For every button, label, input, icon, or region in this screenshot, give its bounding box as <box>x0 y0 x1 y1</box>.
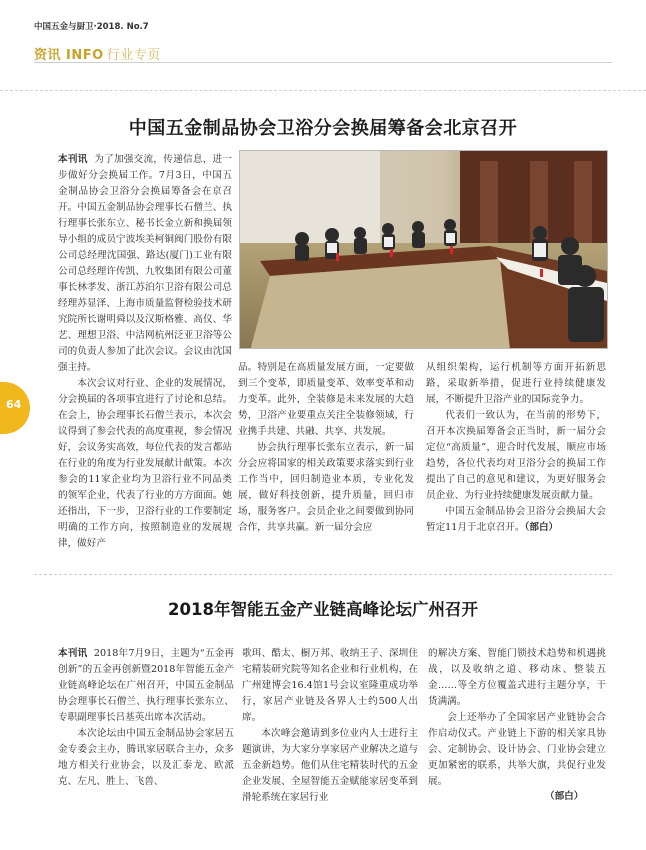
article1-title: 中国五金制品协会卫浴分会换届筹备会北京召开 <box>128 118 518 139</box>
page-number: 64 <box>6 398 22 411</box>
article-divider-mid <box>34 574 612 575</box>
article1-credit: 本刊讯 <box>58 154 88 165</box>
article2-title: 2018年智能五金产业链高峰论坛广州召开 <box>168 600 478 619</box>
meeting-photo <box>239 150 608 349</box>
article1-col2-para-2: 协会执行理事长张东立表示，新一届分会应将国家的相关政策要求落实到行业工作当中，回归制造业本质，专业化发展，做好科技创新，提升质量，回归市场，服务客户。会员企业之间要做到协同合作，共享共赢。新一届分会应 <box>238 442 414 533</box>
article2-col3-para-1: 的解决方案、智能门锁技术趋势和机遇挑战，以及收纳之道、移动床、整装五金……等全方位覆盖式进行主题分享，干货满满。 <box>428 648 606 707</box>
article1-col2-para-1: 品。特别是在高质量发展方面，一定要做到三个变革，即质量变革、效率变革和动力变革。此外，全装修是未来发展的大趋势，卫浴产业要重点关注全装修领域，行业携手共建、共融、共享、共发展。 <box>238 362 414 437</box>
article1-column-1 <box>58 152 232 552</box>
article1-col3-para-3-text: 中国五金制品协会卫浴分会换届大会暂定11月于北京召开。 <box>426 506 606 533</box>
article2-end-mark: （部白） <box>545 791 584 802</box>
section-sub: 行业专页 <box>106 48 161 63</box>
article2-column-2 <box>242 646 418 806</box>
article1-col1-para-1-text: 为了加强交流，传递信息，进一步做好分会换届工作。7月3日，中国五金制品协会卫浴分会换届筹备会在京召开。中国五金制品协会理事长石僧兰、执行理事长张东立、秘书长金立新和换届领导小组的成员宁波埃美柯铜阀门股份有限公司总经理沈国强、路达(厦门)工业有限公司总经理许传凯、九牧集团有限公司董事长林孝发、浙江苏泊尔卫浴有限公司总经理苏显泽、上海市质量监督检验技术研究院所长谢明舜以及汉斯格雅、高仪、华艺、理想卫浴、中洁网杭州泛亚卫浴等公司的负责人参加了此次会议。会议由沈国强主持。 <box>58 154 233 373</box>
article2-credit: 本刊讯 <box>58 648 88 659</box>
article1-col3-para-3 <box>426 504 606 536</box>
article2-col1-para-1-text: 2018年7月9日，主题为“五金再创新”的五金再创新暨2018年智能五金产业链高峰论坛在广州召开，中国五金制品协会理事长石僧兰、执行理事长张东立、专职副理事长吕基英出席本次活动。 <box>58 648 235 723</box>
article2-col2-para-1: 歌珥、酷太、橱万邦、收纳王子、深圳住宅精装研究院等知名企业和行业机构，在广州建博会16.4馆1号会议室隆重成功举行，家居产业链及各界人士约500人出席。 <box>242 648 418 723</box>
article1-col1-para-1 <box>58 152 232 376</box>
article1-col3-para-2: 代表们一致认为，在当前的形势下，召开本次换届筹备会正当时，新一届分会定位“高质量”，迎合时代发展，顺应市场趋势，各位代表均对卫浴分会的换届工作提出了自己的意见和建议，为更好服务会员企业、为行业持续健康发展贡献力量。 <box>426 410 606 501</box>
article1-col1-para-2: 本次会议对行业、企业的发展情况，分会换届的各项事宜进行了讨论和总结。在会上，协会理事长石僧兰表示，本次会议得到了参会代表的高度重视，参会情况好，会议务实高效，每位代表的发言都站在行业的角度为行业发展献计献策。本次参会的11家企业均为卫浴行业不同品类的领军企业，代表了行业的方方面面。她还指出，下一步，卫浴行业的工作要制定明确的工作方向，按照制造业的发展规律，做好产 <box>58 378 232 549</box>
header-divider <box>34 62 612 63</box>
magazine-issue: 中国五金与厨卫·2018. No.7 <box>34 22 149 32</box>
article-divider-top <box>0 90 646 91</box>
meeting-photo-image <box>240 151 607 348</box>
article1-col3-para-1: 从组织架构，运行机制等方面开拓新思路，采取新举措，促进行业持续健康发展，不断提升卫浴产业的国际竞争力。 <box>426 362 606 405</box>
article2-col3-para-2: 会上还举办了全国家居产业链协会合作启动仪式。产业链上下游的相关家具协会、定制协会、设计协会、门业协会建立更加紧密的联系，共举大旗，共促行业发展。 <box>428 712 606 787</box>
section-main: 资讯 INFO <box>34 48 104 63</box>
article2-col1-para-2: 本次论坛由中国五金制品协会家居五金专委会主办，腾讯家居联合主办，众多地方相关行业协会，以及汇泰龙、欧派克、左凡、胜上、飞兽、 <box>58 728 234 787</box>
section-header <box>34 44 161 63</box>
article2-column-3 <box>428 646 606 790</box>
article2-col1-para-1 <box>58 646 234 726</box>
article1-end-mark: （部白） <box>524 522 559 533</box>
article1-column-3 <box>426 360 606 536</box>
article2-column-1 <box>58 646 234 790</box>
article2-col2-para-2: 本次峰会邀请到多位业内人士进行主题演讲，为大家分享家居产业解决之道与五金新趋势。他们从住宅精装时代的五金企业发展、全屋智能五金赋能家居变革到滑轮系统在家居行业 <box>242 728 418 803</box>
article1-column-2 <box>238 360 414 536</box>
